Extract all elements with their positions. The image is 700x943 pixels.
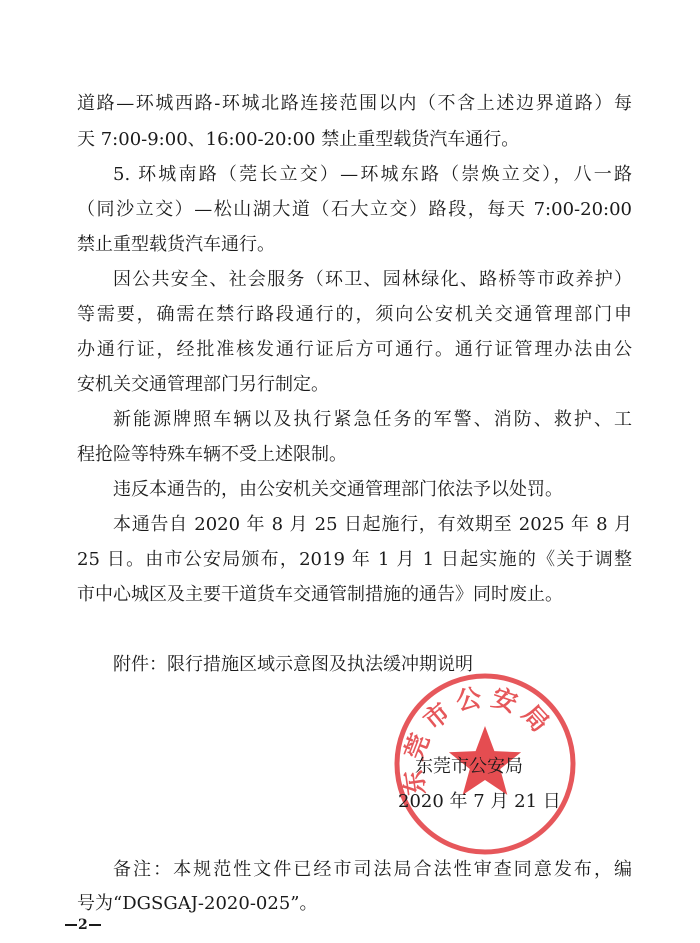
body-line-10: 新能源牌照车辆以及执行紧急任务的军警、消防、救护、工 [113,409,632,430]
body-line-5: 禁止重型载货汽车通行。 [77,234,275,255]
issuer-line: 东莞市公安局 [415,756,523,777]
body-line-6: 因公共安全、社会服务（环卫、园林绿化、路桥等市政养护） [113,269,632,290]
note-line-1: 备注：本规范性文件已经市司法局合法性审查同意发布，编 [113,859,632,880]
page-number: 2 [64,915,102,935]
body-line-7: 等需要，确需在禁行路段通行的，须向公安机关交通管理部门申 [77,304,632,325]
body-line-12: 违反本通告的，由公安机关交通管理部门依法予以处罚。 [113,479,563,500]
date-line: 2020 年 7 月 21 日 [398,791,561,812]
body-line-14: 25 日。由市公安局颁布，2019 年 1 月 1 日起实施的《关于调整 [77,549,632,570]
body-line-11: 程抢险等特殊车辆不受上述限制。 [77,444,347,465]
body-line-3: 5. 环城南路（莞长立交）—环城东路（崇焕立交），八一路 [113,164,632,185]
body-line-13: 本通告自 2020 年 8 月 25 日起施行，有效期至 2025 年 8 月 [113,514,632,535]
body-line-9: 安机关交通管理部门另行制定。 [77,374,329,395]
body-line-2: 天 7:00-9:00、16:00-20:00 禁止重型载货汽车通行。 [77,129,520,150]
body-line-15: 市中心城区及主要干道货车交通管制措施的通告》同时废止。 [77,584,563,605]
body-line-4: （同沙立交）—松山湖大道（石大立交）路段，每天 7:00-20:00 [77,199,632,220]
body-line-8: 办通行证，经批准核发通行证后方可通行。通行证管理办法由公 [77,339,632,360]
body-line-1: 道路—环城西路-环城北路连接范围以内（不含上述边界道路）每 [77,93,632,114]
note-line-2: 号为“DGSGAJ-2020-025”。 [77,893,318,914]
svg-text:东莞市公安局: 东莞市公安局 [397,681,560,798]
attachment-line: 附件：限行措施区域示意图及执法缓冲期说明 [113,654,473,675]
